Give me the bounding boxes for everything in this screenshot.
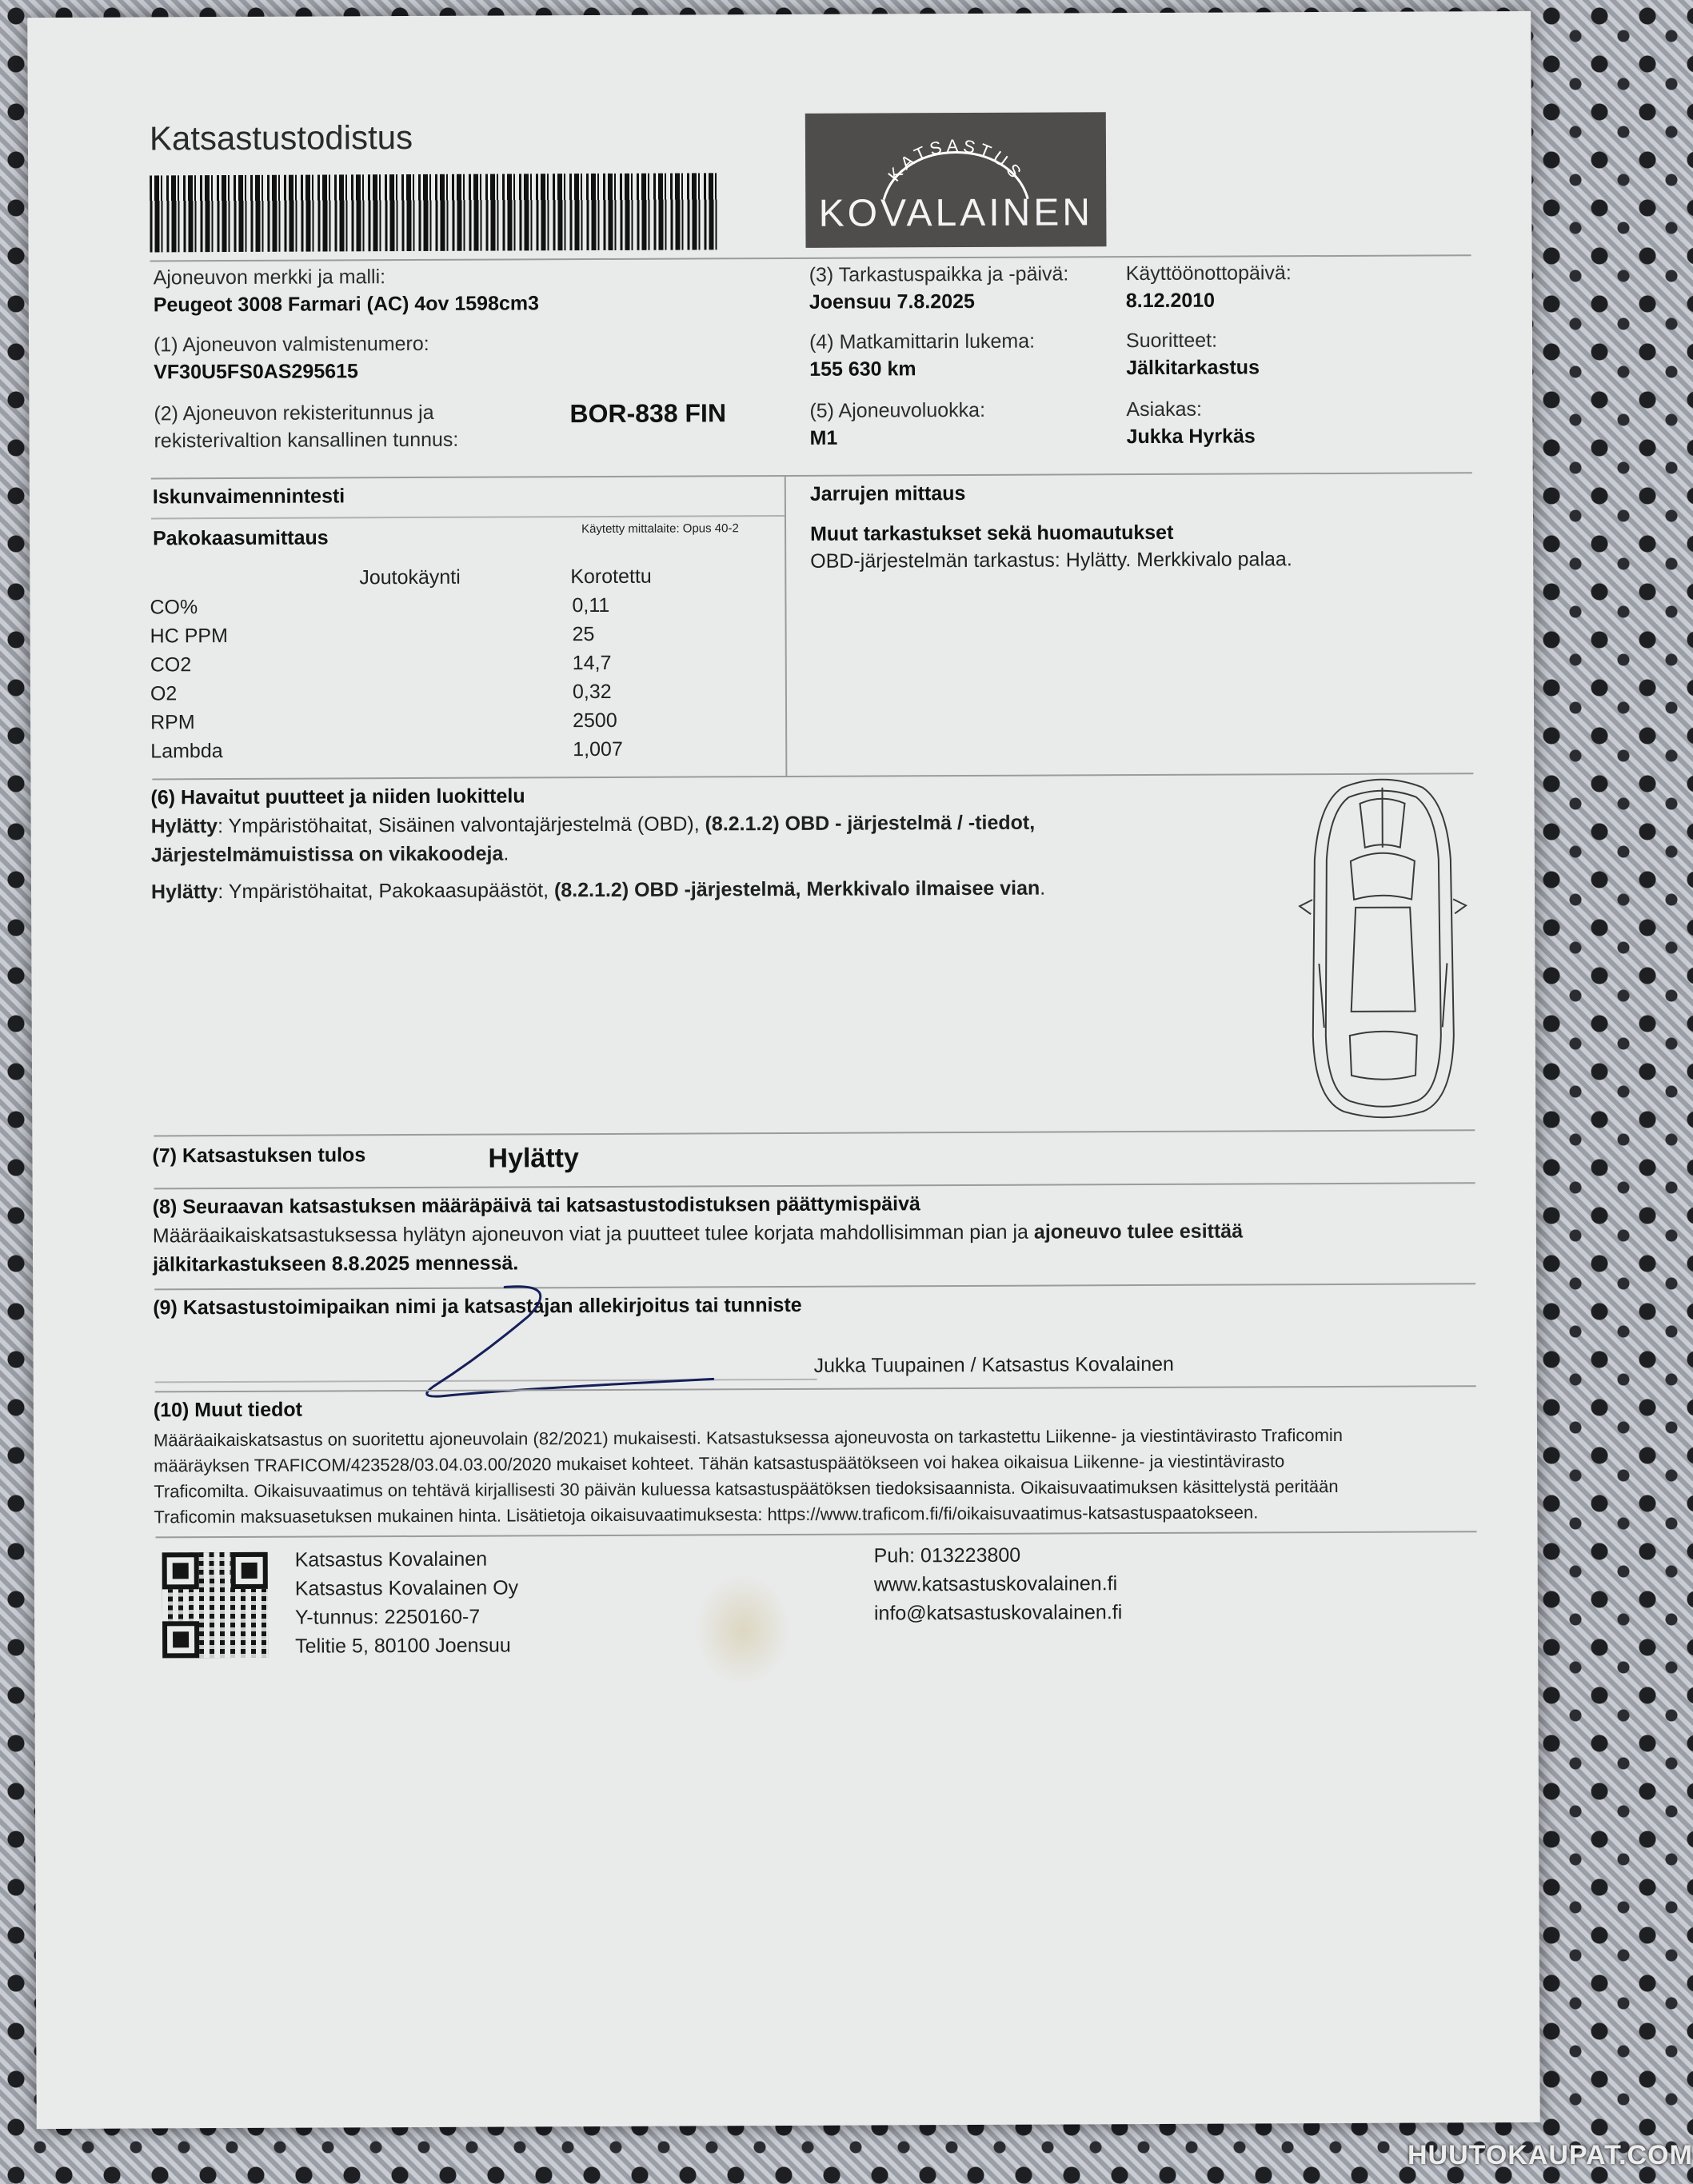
defect-status: Hylätty [150, 880, 218, 904]
company-line: Katsastus Kovalainen [294, 1547, 488, 1571]
reg-label-2: rekisterivaltion kansallinen tunnus: [154, 428, 459, 453]
defect-code: (8.2.1.2) OBD - järjestelmä / -tiedot, [705, 811, 1036, 836]
defect-end: . [503, 842, 509, 865]
signature-header: (9) Katsastustoimipaikan nimi ja katsastajan allekirjoitus tai tunniste [153, 1293, 802, 1320]
divider [151, 515, 785, 519]
next-text-bold-2: jälkitarkastukseen 8.8.2025 mennessä. [152, 1252, 519, 1276]
performed-label: Suoritteet: [1125, 329, 1218, 353]
divider [155, 1385, 1476, 1392]
next-text-plain: Määräaikaiskatsastuksessa hylätyn ajoneuvon viat ja puutteet tulee korjata mahdollisimman pian ja [152, 1220, 1034, 1248]
divider [154, 1283, 1475, 1290]
contact-website[interactable]: www.katsastuskovalainen.fi [873, 1572, 1118, 1596]
exhaust-row-name: O2 [150, 682, 178, 705]
col-raised: Korotettu [570, 565, 652, 589]
contact-info [874, 1540, 1123, 1627]
next-text-bold: ajoneuvo tulee esittää [1033, 1220, 1244, 1244]
company-info [295, 1544, 519, 1660]
exhaust-row-name: HC PPM [150, 625, 228, 648]
qr-code-icon [162, 1552, 269, 1659]
logo-arc-text: KATSASTUS [884, 135, 1028, 186]
place-date-value: Joensuu 7.8.2025 [809, 289, 975, 313]
other-info-line: Traficomin maksuasetuksen mukainen hinta. Lisätietoja oikaisuvaatimuksesta: https://www.traficom.fi/fi/oikaisuvaatimus-katsastuspaatokseen. [154, 1502, 1259, 1527]
performed-value: Jälkitarkastus [1126, 356, 1260, 380]
other-info-line: Traficomilta. Oikaisuvaatimus on tehtävä kirjallisesti 30 päivän kuluessa katsastuspäätöksen tiedoksisaannista. Oikaisuvaatimuksen käsittelystä peritään [154, 1475, 1339, 1502]
car-diagram-icon [1294, 771, 1471, 1124]
divider [150, 254, 1471, 262]
result-label: (7) Katsastuksen tulos [152, 1144, 366, 1168]
signature-mark [409, 1283, 729, 1404]
logo-word: KOVALAINEN [818, 191, 1094, 235]
defect-text: : Ympäristöhaitat, Sisäinen valvontajärjestelmä (OBD), [217, 813, 705, 838]
divider [785, 475, 788, 776]
other-info-header: (10) Muut tiedot [153, 1398, 303, 1422]
first-use-value: 8.12.2010 [1125, 289, 1216, 313]
company-line: Telitie 5, 80100 Joensuu [295, 1634, 511, 1658]
first-use-label: Käyttöönottopäivä: [1125, 262, 1292, 285]
vin-value: VF30U5FS0AS295615 [154, 360, 358, 384]
other-info-line: määräyksen TRAFICOM/423528/03.04.03.00/2020 mukaiset kohteet. Tähän katsastuspäätökseen voi hakea oikaisua Liikenne- ja viestintävirasto [154, 1451, 1285, 1476]
brake-header: Jarrujen mittaus [809, 482, 966, 505]
exhaust-row-value: 25 [572, 623, 595, 646]
exhaust-row-value: 0,11 [572, 593, 610, 617]
defect-item [151, 877, 1045, 904]
exhaust-row-name: CO2 [150, 653, 192, 677]
class-value: M1 [809, 426, 838, 449]
exhaust-header: Pakokaasumittaus [153, 526, 329, 550]
defect-item [151, 812, 1036, 839]
exhaust-row-value: 2500 [573, 709, 617, 733]
contact-phone: Puh: 013223800 [873, 1543, 1021, 1567]
device-note: Käytetty mittalaite: Opus 40-2 [581, 521, 739, 537]
other-checks-text: OBD-järjestelmän tarkastus: Hylätty. Merkkivalo palaa. [810, 548, 1292, 573]
next-header: (8) Seuraavan katsastuksen määräpäivä tai katsastustodistuksen päättymispäivä [152, 1192, 920, 1219]
class-label: (5) Ajoneuvoluokka: [809, 398, 986, 422]
customer-label: Asiakas: [1126, 397, 1202, 421]
reg-label-1: (2) Ajoneuvon rekisteritunnus ja [154, 401, 434, 425]
company-logo [805, 112, 1107, 248]
divider [156, 1531, 1477, 1538]
result-value: Hylätty [488, 1143, 579, 1174]
defects-header: (6) Havaitut puutteet ja niiden luokittelu [150, 785, 525, 809]
exhaust-row-name: Lambda [150, 740, 223, 763]
col-idle: Joutokäynti [359, 565, 461, 589]
exhaust-row-name: RPM [150, 711, 195, 734]
contact-email[interactable]: info@katsastuskovalainen.fi [873, 1601, 1123, 1625]
exhaust-row-value: 1,007 [573, 737, 623, 761]
defect-status: Hylätty [150, 815, 218, 838]
place-date-label: (3) Tarkastuspaikka ja -päivä: [809, 262, 1069, 286]
exhaust-row-value: 14,7 [572, 651, 612, 675]
reg-value: BOR-838 FIN [569, 398, 727, 429]
watermark: HUUTOKAUPAT.COM [1408, 2140, 1693, 2170]
defect-text: : Ympäristöhaitat, Pakokaasupäästöt, [218, 879, 555, 904]
vin-label: (1) Ajoneuvon valmistenumero: [153, 332, 429, 357]
make-model-value: Peugeot 3008 Farmari (AC) 4ov 1598cm3 [153, 292, 540, 317]
divider [154, 1182, 1475, 1189]
odometer-label: (4) Matkamittarin lukema: [809, 329, 1036, 353]
customer-value: Jukka Hyrkäs [1126, 425, 1256, 449]
company-line: Y-tunnus: 2250160-7 [294, 1605, 481, 1629]
divider [151, 472, 1472, 479]
divider [152, 773, 1473, 780]
page-title: Katsastustodistus [149, 118, 413, 158]
company-line: Katsastus Kovalainen Oy [294, 1576, 519, 1600]
noise-header: Iskunvaimennintesti [152, 485, 345, 509]
defect-end: . [1040, 876, 1046, 900]
svg-text:KATSASTUS [884, 135, 1028, 186]
exhaust-row-name: CO% [150, 596, 198, 619]
next-text [153, 1220, 1243, 1248]
other-info-line: Määräaikaiskatsastus on suoritettu ajoneuvolain (82/2021) mukaisesti. Katsastuksessa ajoneuvosta on tarkastettu Liikenne- ja viestintävirasto Traficomin [153, 1424, 1344, 1451]
divider [154, 1129, 1475, 1136]
stain [695, 1574, 792, 1687]
defect-item-line2 [151, 842, 509, 867]
other-checks-header: Muut tarkastukset sekä huomautukset [810, 521, 1174, 545]
defect-code: Järjestelmämuistissa on vikakoodeja [150, 842, 504, 867]
odometer-value: 155 630 km [809, 357, 916, 381]
defect-code: (8.2.1.2) OBD -järjestelmä, Merkkivalo ilmaisee vian [553, 876, 1040, 902]
inspection-certificate [27, 11, 1540, 2129]
exhaust-row-value: 0,32 [572, 680, 612, 704]
barcode [150, 173, 719, 252]
make-model-label: Ajoneuvon merkki ja malli: [153, 266, 386, 289]
inspector-name: Jukka Tuupainen / Katsastus Kovalainen [813, 1352, 1174, 1377]
